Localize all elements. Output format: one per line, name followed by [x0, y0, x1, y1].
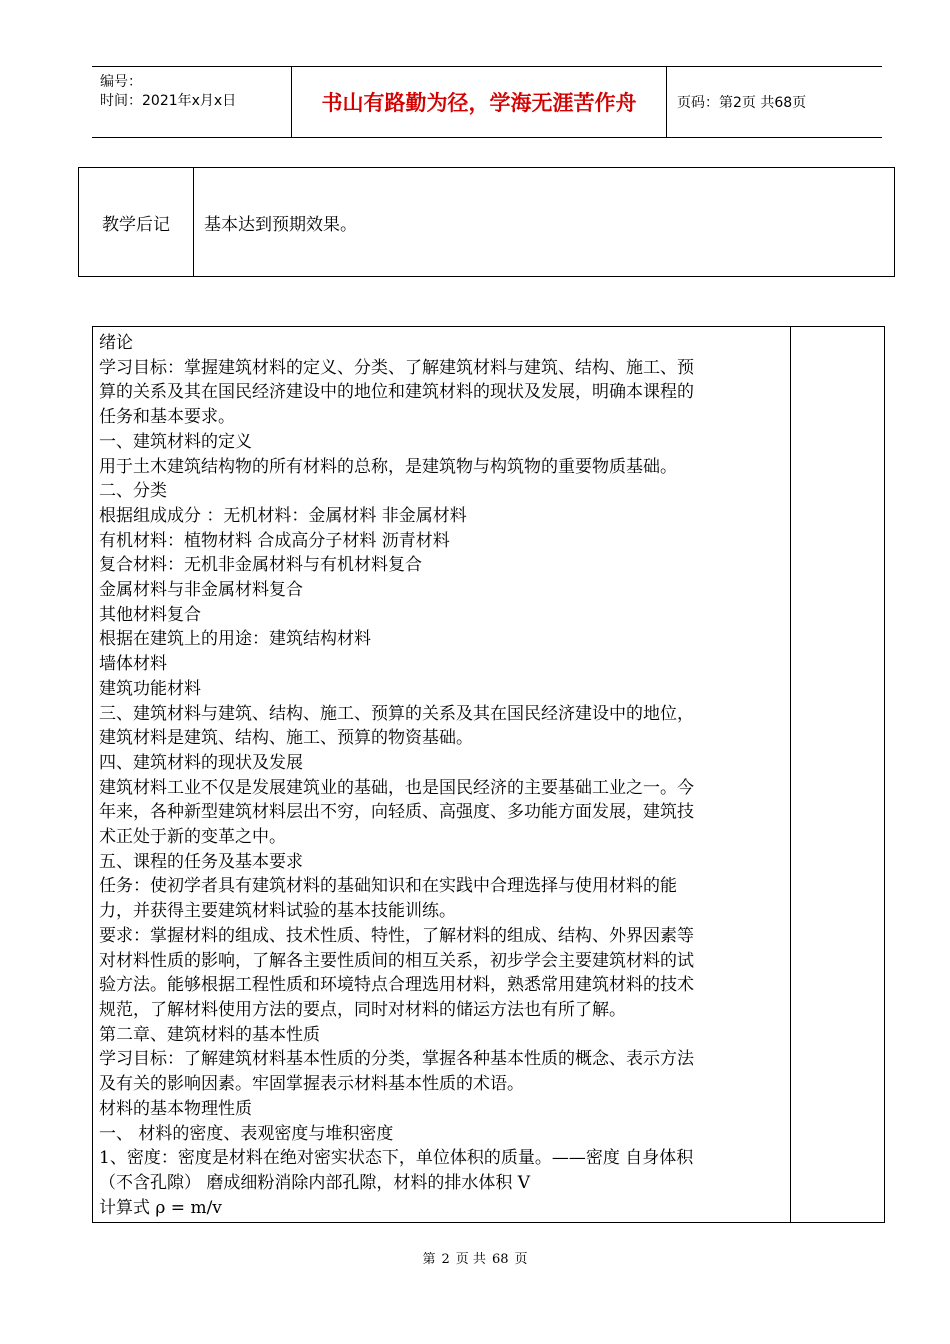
header-meta — [92, 67, 292, 137]
content-line: （不含孔隙） 磨成细粉消除内部孔隙，材料的排水体积 V — [99, 1172, 531, 1193]
content-line: 用于土木建筑结构物的所有材料的总称，是建筑物与构筑物的重要物质基础。 — [99, 456, 677, 477]
content-line: 对材料性质的影响，了解各主要性质间的相互关系，初步学会主要建筑材料的试 — [99, 950, 694, 971]
content-line: 四、建筑材料的现状及发展 — [99, 752, 303, 773]
content-line: 一、 材料的密度、表观密度与堆积密度 — [99, 1123, 394, 1144]
content-line: 材料的基本物理性质 — [99, 1098, 252, 1119]
footer-suffix: 页 — [514, 1252, 528, 1267]
content-line: 二、分类 — [99, 481, 167, 502]
content-line: 复合材料：无机非金属材料与有机材料复合 — [99, 555, 422, 576]
page-header — [92, 66, 882, 138]
footer-total: 68 — [491, 1252, 509, 1267]
header-motto: 书山有路勤为径，学海无涯苦作舟 — [292, 67, 667, 137]
content-line: 一、建筑材料的定义 — [99, 431, 252, 452]
footer-page: 2 — [441, 1252, 450, 1267]
content-line: 算的关系及其在国民经济建设中的地位和建筑材料的现状及发展，明确本课程的 — [99, 382, 694, 403]
footer-middle: 页 共 — [455, 1252, 486, 1267]
content-table — [92, 326, 885, 1223]
content-line: 计算式 ρ = m/v — [99, 1197, 222, 1218]
content-line: 建筑材料是建筑、结构、施工、预算的物资基础。 — [99, 728, 473, 749]
afterword-table — [78, 167, 895, 277]
content-line: 三、建筑材料与建筑、结构、施工、预算的关系及其在国民经济建设中的地位， — [99, 703, 694, 724]
afterword-value: 基本达到预期效果。 — [204, 214, 357, 235]
content-cell — [93, 327, 791, 1222]
content-line: 力，并获得主要建筑材料试验的基本技能训练。 — [99, 901, 456, 922]
content-line: 有机材料：植物材料 合成高分子材料 沥青材料 — [99, 530, 450, 551]
content-line: 术正处于新的变革之中。 — [99, 827, 286, 848]
content-line: 根据组成成分 ：无机材料：金属材料 非金属材料 — [99, 505, 467, 526]
side-cell — [791, 327, 884, 1222]
content-line: 任务和基本要求。 — [99, 407, 235, 428]
footer-prefix: 第 — [422, 1252, 436, 1267]
content-line: 其他材料复合 — [99, 604, 201, 625]
content-line: 年来，各种新型建筑材料层出不穷，向轻质、高强度、多功能方面发展，建筑技 — [99, 802, 694, 823]
content-line: 建筑功能材料 — [99, 678, 201, 699]
content-line: 1、密度：密度是材料在绝对密实状态下，单位体积的质量。——密度 自身体积 — [99, 1148, 694, 1169]
content-line: 根据在建筑上的用途：建筑结构材料 — [99, 629, 371, 650]
content-line: 墙体材料 — [99, 654, 167, 675]
content-line: 五、课程的任务及基本要求 — [99, 851, 303, 872]
content-line: 验方法。能够根据工程性质和环境特点合理选用材料，熟悉常用建筑材料的技术 — [99, 975, 694, 996]
afterword-label: 教学后记 — [79, 168, 194, 276]
content-line: 第二章、建筑材料的基本性质 — [99, 1024, 320, 1045]
content-line: 学习目标：掌握建筑材料的定义、分类、了解建筑材料与建筑、结构、施工、预 — [99, 357, 694, 378]
header-page-label: 页码：第2页 共68页 — [677, 95, 807, 111]
time-label: 时间：2021年x月x日 — [100, 93, 237, 109]
content-line: 要求：掌握材料的组成、技术性质、特性，了解材料的组成、结构、外界因素等 — [99, 925, 694, 946]
number-label: 编号： — [100, 74, 142, 90]
content-line: 学习目标：了解建筑材料基本性质的分类，掌握各种基本性质的概念、表示方法 — [99, 1049, 694, 1070]
content-line: 规范，了解材料使用方法的要点，同时对材料的储运方法也有所了解。 — [99, 999, 626, 1020]
content-line: 金属材料与非金属材料复合 — [99, 580, 303, 601]
content-line: 及有关的影响因素。牢固掌握表示材料基本性质的术语。 — [99, 1074, 524, 1095]
content-line: 绪论 — [99, 333, 133, 353]
content-line: 建筑材料工业不仅是发展建筑业的基础，也是国民经济的主要基础工业之一。今 — [99, 777, 694, 798]
page-footer — [0, 1248, 950, 1267]
content-line: 任务：使初学者具有建筑材料的基础知识和在实践中合理选择与使用材料的能 — [99, 876, 677, 897]
